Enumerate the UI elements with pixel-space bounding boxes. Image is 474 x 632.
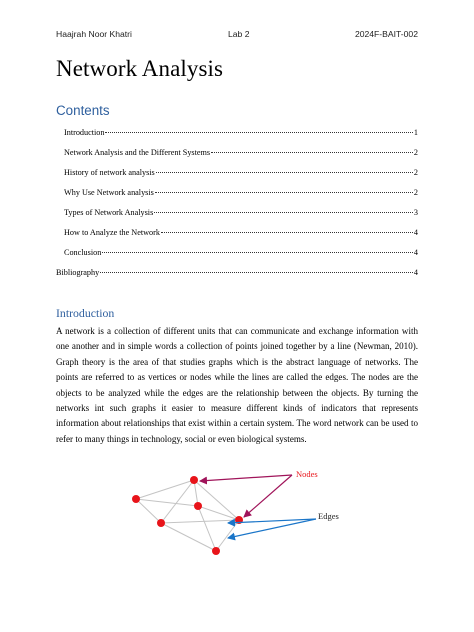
graph-edge	[161, 523, 216, 551]
toc-entry-types[interactable]	[64, 208, 418, 220]
graph-edge	[136, 499, 161, 523]
graph-edge	[198, 506, 239, 520]
graph-edge	[136, 499, 198, 506]
page-header	[56, 29, 418, 43]
graph-node	[157, 519, 165, 527]
nodes-arrow	[200, 475, 292, 481]
graph-node	[132, 495, 140, 503]
edges-callout-arrows	[228, 519, 316, 538]
document-title: Network Analysis	[56, 56, 224, 81]
toc-entry-introduction[interactable]	[64, 128, 418, 140]
toc-leader-dots	[102, 252, 413, 253]
toc-leader-dots	[161, 232, 413, 233]
introduction-heading: Introduction	[56, 306, 115, 320]
toc-leader-dots	[105, 132, 412, 133]
toc-entry-page: 2	[413, 188, 418, 197]
introduction-paragraph: A network is a collection of different units that can communicate and exchange information with one another and in simple words a collection of points joined together by a line (Newman, 2010). Graph theory is the area of that studies graphs which is the abstract language of networks. The points are referred to as vertices or nodes while the lines are called the edges. The nodes are the objects to be analyzed while the edges are the relationship between the objects. By turning the networks int such graphs it easier to measure different kinds of indicators that represents information about relationships that exist within a certain system. The word network can be used to refer to many things in technology, social or even biological systems.	[56, 326, 418, 444]
graph-edge	[216, 520, 239, 551]
toc-entry-text: Conclusion	[64, 248, 102, 257]
toc-entry-why-use[interactable]	[64, 188, 418, 200]
network-graph-figure	[120, 462, 360, 562]
toc-entry-page: 4	[413, 268, 418, 277]
graph-node	[212, 547, 220, 555]
header-id: 2024F-BAIT-002	[354, 29, 418, 39]
toc-entry-text: History of network analysis	[64, 168, 155, 177]
graph-edge	[198, 506, 216, 551]
toc-entry-page: 1	[413, 128, 418, 137]
graph-edge	[136, 480, 194, 499]
graph-edge	[161, 480, 194, 523]
nodes-arrow	[244, 475, 292, 517]
toc-entry-page: 4	[413, 228, 418, 237]
toc-entry-page: 2	[413, 148, 418, 157]
toc-entry-page: 4	[413, 248, 418, 257]
nodes-callout-arrows	[200, 475, 292, 517]
header-author: Haajrah Noor Khatri	[56, 29, 132, 39]
toc-entry-text: How to Analyze the Network	[64, 228, 160, 237]
graph-node	[190, 476, 198, 484]
toc-entry-history[interactable]	[64, 168, 418, 180]
toc-entry-bibliography[interactable]	[56, 268, 418, 280]
toc-entry-page: 3	[413, 208, 418, 217]
toc-entry-text: Types of Network Analysis	[64, 208, 154, 217]
graph-node	[194, 502, 202, 510]
header-lab: Lab 2	[228, 29, 250, 39]
toc-leader-dots	[155, 192, 413, 193]
toc-leader-dots	[156, 172, 413, 173]
graph-edges	[136, 480, 239, 551]
toc-entry-how-to-analyze[interactable]	[64, 228, 418, 240]
toc-entry-network-analysis-systems[interactable]	[64, 148, 418, 160]
toc-entry-text: Network Analysis and the Different Systems	[64, 148, 211, 157]
edges-label: Edges	[318, 511, 339, 521]
toc-entry-conclusion[interactable]	[64, 248, 418, 260]
graph-edge	[161, 520, 239, 523]
contents-heading: Contents	[56, 103, 110, 118]
toc-entry-page: 2	[413, 168, 418, 177]
nodes-label: Nodes	[296, 469, 318, 479]
toc-leader-dots	[100, 272, 413, 273]
toc-leader-dots	[154, 212, 413, 213]
toc-leader-dots	[211, 152, 413, 153]
toc-entry-text: Introduction	[64, 128, 105, 137]
toc-entry-text: Why Use Network analysis	[64, 188, 154, 197]
toc-entry-text: Bibliography	[56, 268, 100, 277]
